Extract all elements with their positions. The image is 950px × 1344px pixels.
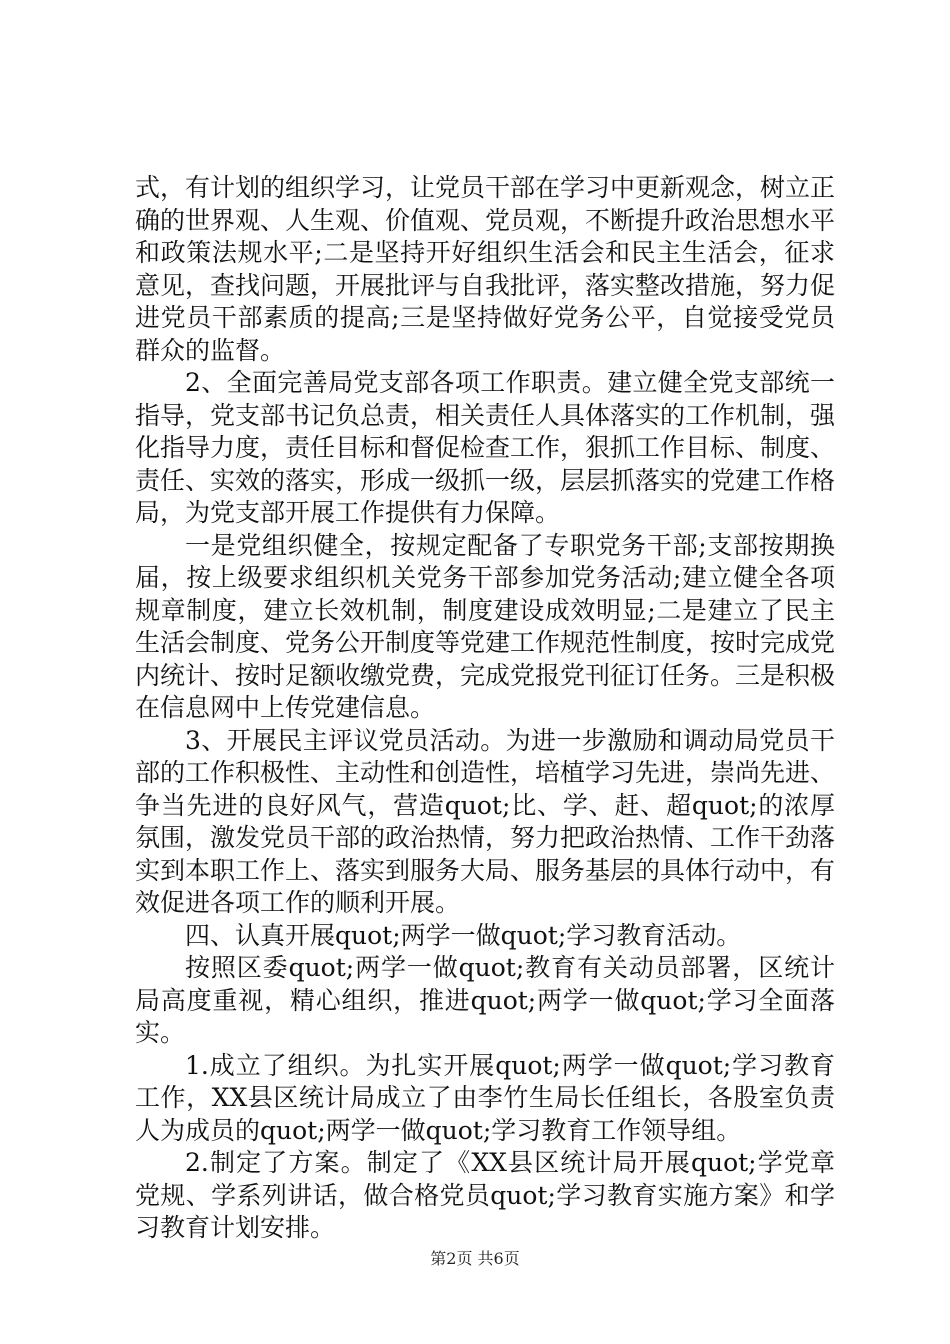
paragraph-2: 2、全面完善局党支部各项工作职责。建立健全党支部统一指导，党支部书记负总责，相关责任人具体落实的工作机制，强化指导力度，责任目标和督促检查工作，狠抓工作目标、制度、责任、实效的落实，形成一级抓一级，层层抓落实的党建工作格局，为党支部开展工作提供有力保障。 xyxy=(135,368,836,527)
paragraph-1: 式，有计划的组织学习，让党员干部在学习中更新观念，树立正确的世界观、人生观、价值观、党员观，不断提升政治思想水平和政策法规水平;二是坚持开好组织生活会和民主生活会，征求意见，查找问题，开展批评与自我批评，落实整改措施，努力促进党员干部素质的提高;三是坚持做好党务公平，自觉接受党员群众的监督。 xyxy=(135,173,836,365)
document-body xyxy=(135,172,835,1245)
paragraph-7: 1.成立了组织。为扎实开展quot;两学一做quot;学习教育工作，XX县区统计局成立了由李竹生局长任组长，各股室负责人为成员的quot;两学一做quot;学习教育工作领导组。 xyxy=(135,1050,835,1145)
paragraph-6: 按照区委quot;两学一做quot;教育有关动员部署，区统计局高度重视，精心组织，推进quot;两学一做quot;学习全面落实。 xyxy=(135,953,835,1047)
paragraph-8: 2.制定了方案。制定了《XX县区统计局开展quot;学党章党规、学系列讲话，做合格党员quot;学习教育实施方案》和学习教育计划安排。 xyxy=(135,1148,835,1242)
section-heading-4: 四、认真开展quot;两学一做quot;学习教育活动。 xyxy=(185,920,742,950)
paragraph-3: 一是党组织健全，按规定配备了专职党务干部;支部按期换届，按上级要求组织机关党务干部参加党务活动;建立健全各项规章制度，建立长效机制，制度建设成效明显;二是建立了民主生活会制度、党务公开制度等党建工作规范性制度，按时完成党内统计、按时足额收缴党费，完成党报党刊征订任务。三是积极在信息网中上传党建信息。 xyxy=(135,530,836,722)
page-number-footer: 第2页 共6页 xyxy=(430,1249,520,1268)
paragraph-4: 3、开展民主评议党员活动。为进一步激励和调动局党员干部的工作积极性、主动性和创造性，培植学习先进，崇尚先进、争当先进的良好风气，营造quot;比、学、赶、超quot;的浓厚氛围，激发党员干部的政治热情，努力把政治热情、工作干劲落实到本职工作上、落实到服务大局、服务基层的具体行动中，有效促进各项工作的顺利开展。 xyxy=(135,725,836,917)
